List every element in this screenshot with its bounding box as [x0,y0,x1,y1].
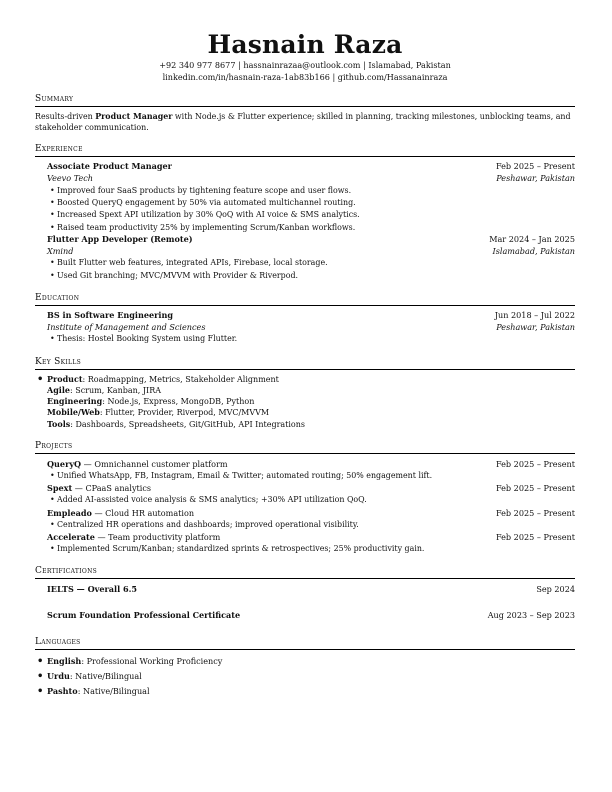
certification-entry [47,609,575,621]
summary-section [35,94,575,133]
job-location: Peshawar, Pakistan [496,173,575,183]
certification-dates: Aug 2023 – Sep 2023 [487,610,575,621]
skill-value: : Node.js, Express, MongoDB, Python [102,397,255,407]
skill-line [47,385,575,396]
project-name: QueryQ [47,458,82,469]
language-name: English [47,656,82,667]
project-desc: — CPaaS analytics [72,483,152,494]
languages-section [35,637,575,699]
skill-label: Tools [47,418,71,429]
summary-prefix: Results-driven [35,112,96,121]
certifications-section [35,566,575,621]
language-name: Pashto [47,686,78,697]
section-title-summary: Summary [35,94,575,107]
job-role: Flutter App Developer (Remote) [47,234,193,245]
section-title-skills: Key Skills [35,357,575,370]
education-section [35,293,575,346]
project-name: Spext [47,483,73,494]
job-company: Veevo Tech [47,173,94,183]
project-bullets [50,519,575,531]
education-entry [47,310,575,333]
section-title-experience: Experience [35,144,575,157]
job-dates: Feb 2025 – Present [495,161,575,172]
section-title-certifications: Certifications [35,566,575,579]
project-desc: — Omnichannel customer platform [81,458,228,469]
section-title-projects: Projects [35,441,575,454]
bullet-item: • Increased Spext API utilization by 30% QoQ with AI voice & SMS analytics. [50,209,575,221]
skill-value: : Roadmapping, Metrics, Stakeholder Alignment [82,374,279,384]
skill-line [47,407,575,418]
experience-entry [47,161,575,184]
project-header [47,507,575,519]
project-header [47,458,575,470]
section-title-languages: Languages [35,637,575,650]
job-company: Xmind [47,245,74,256]
project-desc: — Team productivity platform [94,532,221,543]
skill-line [47,374,575,385]
summary-suffix: with Node.js & Flutter experience; skilled in planning, tracking milestones, unblocking teams, and stakeholder communication. [35,112,571,133]
skill-line [47,419,575,430]
project-desc: — Cloud HR automation [91,507,195,518]
skill-value: : Flutter, Provider, Riverpod, MVC/MVVM [99,408,270,418]
bullet-item: • Improved four SaaS products by tightening feature scope and user flows. [50,185,575,197]
language-level: : Native/Bilingual [69,671,142,682]
certification-name: Scrum Foundation Professional Certificate [47,610,241,621]
project-dates: Feb 2025 – Present [495,458,575,469]
bullet-item: • Built Flutter web features, integrated APIs, Firebase, local storage. [50,257,575,269]
bullet-item: • Unified WhatsApp, FB, Instagram, Email & Twitter; automated routing; 50% engagement lift. [50,470,575,482]
job-bullets [50,257,575,282]
project-dates: Feb 2025 – Present [495,532,575,543]
skills-list [47,374,575,430]
project-name: Accelerate [47,532,95,543]
project-dates: Feb 2025 – Present [495,483,575,494]
certification-name: IELTS — Overall 6.5 [47,584,138,595]
language-item [47,654,575,669]
project-dates: Feb 2025 – Present [495,507,575,518]
project-header [47,482,575,494]
language-name: Urdu [47,671,70,682]
language-item [47,669,575,684]
skill-value: : Scrum, Kanban, JIRA [69,386,162,396]
skill-label: Agile [47,385,70,396]
skill-line [47,396,575,407]
certification-entry [47,583,575,595]
resume-page [35,30,575,699]
job-location: Islamabad, Pakistan [492,245,575,256]
bullet-item: • Centralized HR operations and dashboards; improved operational visibility. [50,519,575,531]
summary-role: Product Manager [95,112,173,121]
section-title-education: Education [35,293,575,306]
language-level: : Native/Bilingual [77,686,150,697]
certification-dates: Sep 2024 [536,584,575,595]
skill-value: : Dashboards, Spreadsheets, Git/GitHub, API Integrations [70,419,306,429]
job-bullets [50,185,575,235]
job-role: Associate Product Manager [47,161,172,172]
education-location: Peshawar, Pakistan [496,321,575,332]
skill-label: Engineering [47,396,103,407]
project-bullets [50,470,575,482]
experience-section [35,144,575,282]
skills-section [35,357,575,430]
bullet-item: • Implemented Scrum/Kanban; standardized sprints & retrospectives; 25% productivity gain. [50,543,575,555]
bullet-item: • Thesis: Hostel Booking System using Flutter. [50,333,575,345]
language-item [47,684,575,699]
language-level: : Professional Working Proficiency [81,656,223,667]
bullet-item: • Boosted QueryQ engagement by 50% via automated multichannel routing. [50,197,575,209]
skill-label: Product [47,373,83,384]
bullet-item: • Raised team productivity 25% by implementing Scrum/Kanban workflows. [50,222,575,234]
skill-label: Mobile/Web [47,407,100,418]
projects-section [35,441,575,556]
project-bullets [50,494,575,506]
contact-line-2: linkedin.com/in/hasnain-raza-1ab83b166 | github.com/Hassanainraza [162,71,448,82]
project-name: Empleado [47,507,92,518]
bullet-item: • Used Git branching; MVC/MVVM with Provider & Riverpod. [50,270,575,282]
education-dates: Jun 2018 – Jul 2022 [494,310,575,321]
contact-line-1: +92 340 977 8677 | hassnainrazaa@outlook.com | Islamabad, Pakistan [159,60,451,70]
job-dates: Mar 2024 – Jan 2025 [489,234,575,245]
summary-text [35,111,575,133]
project-header [47,531,575,543]
candidate-name: Hasnain Raza [207,30,403,59]
bullet-item: • Added AI-assisted voice analysis & SMS analytics; +30% API utilization QoQ. [50,494,575,506]
project-bullets [50,543,575,555]
degree: BS in Software Engineering [47,310,174,321]
school: Institute of Management and Sciences [47,321,206,332]
experience-entry [47,234,575,257]
education-bullets [50,333,575,345]
